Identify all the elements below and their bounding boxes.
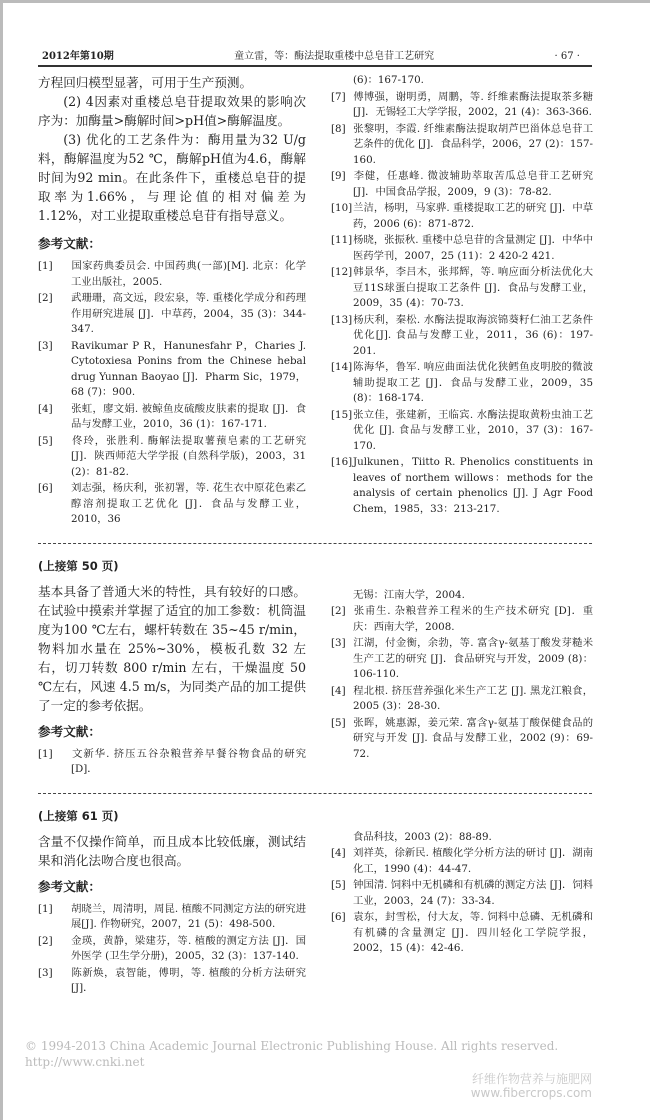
s1-right-column <box>331 73 593 529</box>
reference-item <box>38 402 306 433</box>
watermark <box>25 1072 592 1100</box>
reference-item <box>38 259 306 290</box>
reference-number: [2] <box>331 605 346 617</box>
reference-text: 金瑛，黄静，梁建芬，等. 植酸的测定方法 [J]．国外医学 (卫生学分册)，2005，32 (3)：137-140. <box>71 934 306 962</box>
section-2 <box>38 558 592 779</box>
section-divider <box>38 543 592 544</box>
reference-number: [16] <box>331 456 353 468</box>
reference-text: 陈新焕，袁智能，傅明，等. 植酸的分析方法研究 [J]． <box>71 966 306 994</box>
reference-item <box>331 90 593 121</box>
reference-item <box>331 408 593 455</box>
reference-text: 张晖，姚惠源，姜元荣. 富含γ-氨基丁酸保健食品的研究与开发 [J]. 食品与发酵工业，2002 (9)：69-72. <box>353 716 593 760</box>
reference-number: [5] <box>331 716 346 729</box>
reference-text: 李健，任惠峰. 微波辅助萃取苦瓜总皂苷工艺研究 [J]．中国食品学报，2009，9 (3)：78-82. <box>353 170 593 198</box>
body-paragraph: 方程回归模型显著，可用于生产预测。 <box>38 75 253 90</box>
reference-text: 刘志强，杨庆利，张初署，等. 花生衣中原花色素乙醇溶剂提取工艺优化 [J]．食品与发酵工业，2010，36 <box>71 482 306 525</box>
reference-text: 傅博强，谢明勇，周鹏，等. 纤维素酶法提取茶多糖 [J]．无锡轻工大学学报，2002，21 (4)：363-366. <box>353 90 593 118</box>
reference-number: [10] <box>331 202 353 214</box>
watermark-line: 纤维作物营养与施肥网 <box>471 1071 592 1086</box>
reference-continuation: (6)：167-170. <box>353 74 424 86</box>
continued-from-label: (上接第 50 页) <box>38 558 119 573</box>
section-3 <box>38 808 592 998</box>
reference-item <box>331 716 593 763</box>
reference-number: [1] <box>38 902 53 915</box>
reference-number: [4] <box>331 684 346 697</box>
reference-item <box>38 902 306 933</box>
reference-item <box>38 339 306 401</box>
reference-number: [13] <box>331 313 353 326</box>
reference-item <box>38 291 306 338</box>
body-paragraph: (3) 优化的工艺条件为：酶用量为32 U/g料，酶解温度为52 ℃，酶解pH值为4.6，酶解时间为92 min。在此条件下，重楼总皂苷的提取率为1.66%，与理论值的相对偏差为1.12%，对工业提取重楼总皂苷有指导意义。 <box>38 132 306 223</box>
reference-text: 杨庆利，秦松. 水酶法提取海滨锦葵籽仁油工艺条件优化[J]. 食品与发酵工业，2011，36 (6)：197-201. <box>353 313 593 357</box>
reference-item <box>331 360 593 407</box>
s2-left-column <box>38 558 306 779</box>
reference-text: 国家药典委员会. 中国药典(一部)[M]. 北京：化学工业出版社，2005. <box>71 260 306 288</box>
references-heading: 参考文献： <box>38 236 101 251</box>
reference-text: 刘祥英，徐新民. 植酸化学分析方法的研讨 [J]．湖南化工，1990 (4)：44-47. <box>353 847 593 875</box>
s1-left-column <box>38 73 306 529</box>
reference-item <box>331 636 593 683</box>
reference-item <box>331 169 593 200</box>
reference-text: 佟玲，张胜利. 酶解法提取薯蓣皂素的工艺研究 [J]．陕西师范大学学报 (自然科学版)，2003，31 (2)：81-82. <box>71 434 306 478</box>
body-paragraph: 含量不仅操作简单，而且成本比较低廉，测试结果和消化法吻合度也很高。 <box>38 833 306 868</box>
reference-item <box>331 313 593 360</box>
reference-text: 张虹，廖文娟. 被鲸鱼皮硫酸皮肤素的提取 [J]．食品与发酵工业，2010，36 (1)：167-171. <box>71 402 306 430</box>
reference-number: [3] <box>331 637 346 649</box>
reference-item <box>331 122 593 169</box>
reference-continuation: 无锡：江南大学，2004. <box>353 588 465 601</box>
reference-number: [5] <box>331 879 346 891</box>
reference-text: Ravikumar P R，Hanunesfahr P，Charies J. Cytotoxiesa Ponins from the Chinese hebal drug Yunnan Baoyao [J]．Pharm Sic，1979，68 (7)：900. <box>71 339 306 398</box>
reference-item <box>331 265 593 312</box>
reference-item <box>38 934 306 965</box>
reference-text: 杨晓，张振秋. 重楼中总皂苷的含量测定 [J]．中华中医药学刊，2007，25 (11)：2 420-2 421. <box>353 234 593 262</box>
body-paragraph: (2) 4因素对重楼总皂苷提取效果的影响次序为：加酶量>酶解时间>pH值>酶解温度。 <box>38 94 306 128</box>
section-divider <box>38 793 592 794</box>
reference-text: 张甫生. 杂粮营养工程米的生产技术研究 [D]．重庆：西南大学，2008. <box>353 605 593 633</box>
reference-number: [6] <box>38 482 53 494</box>
reference-number: [12] <box>331 266 353 278</box>
reference-text: 程北根. 挤压营养强化米生产工艺 [J]. 黑龙江粮食，2005 (3)：28-30. <box>353 684 593 712</box>
reference-number: [3] <box>38 339 53 352</box>
reference-text: 袁东，封雪松，付大友，等. 饲料中总磷、无机磷和有机磷的含量测定 [J]．四川轻化工学院学报，2002，15 (4)：42-46. <box>353 911 593 954</box>
issue-label: 2012年第10期 <box>42 51 114 62</box>
reference-number: [2] <box>38 292 53 304</box>
s2-right-column <box>331 558 593 779</box>
reference-text: 武珊珊，高文远，段宏泉，等. 重楼化学成分和药理作用研究进展 [J]．中草药，2004，35 (3)：344-347. <box>71 292 306 335</box>
reference-item <box>38 747 306 778</box>
reference-item <box>331 910 593 957</box>
reference-number: [15] <box>331 408 353 421</box>
reference-item <box>331 455 593 517</box>
reference-continuation: 食品科技，2003 (2)：88-89. <box>353 830 492 843</box>
reference-item <box>331 878 593 909</box>
continued-from-label: (上接第 61 页) <box>38 808 119 823</box>
references-heading: 参考文献： <box>38 878 101 894</box>
reference-text: 韩景华，李吕木，张邦辉，等. 响应面分析法优化大豆11S球蛋白提取工艺条件 [J]．食品与发酵工业，2009，35 (4)：70-73. <box>353 266 593 309</box>
reference-number: [11] <box>331 234 353 246</box>
reference-text: 张黎明，李霞. 纤维素酶法提取胡芦巴甾体总皂苷工艺条件的优化 [J]．食品科学，2006，27 (2)：157-160. <box>353 122 593 166</box>
reference-item <box>38 434 306 481</box>
body-paragraph: 基本具备了普通大米的特性，具有较好的口感。在试验中摸索并掌握了适宜的加工参数：机筒温度为100 ℃左右，螺杆转数在 35~45 r/min，物料加水量在 25%~30%，模板孔数 32 左右，切刀转数 800 r/min 左右，干燥温度 50 ℃左右，风速 4.5 m/s，为同类产品的加工提供了一定的参考依据。 <box>38 583 306 713</box>
running-header <box>38 47 592 67</box>
copyright-footer: © 1994-2013 China Academic Journal Electronic Publishing House. All rights reserved. http://www.cnki.net <box>25 1038 559 1069</box>
reference-item <box>331 233 593 264</box>
page-number: · 67 · <box>554 51 580 62</box>
reference-number: [4] <box>331 847 346 859</box>
reference-number: [1] <box>38 260 53 272</box>
reference-number: [4] <box>38 402 53 415</box>
reference-text: 胡晓兰，周清明，周昆. 植酸不同测定方法的研究进展[J]. 作物研究，2007，21 (5)：498-500. <box>71 902 306 930</box>
reference-text: 张立佳，张建新，王临宾. 水酶法提取黄粉虫油工艺优化 [J]. 食品与发酵工业，2010，37 (3)：167-170. <box>353 408 593 452</box>
section-1 <box>38 73 592 529</box>
reference-text: 文新华. 挤压五谷杂粮营养早餐谷物食品的研究 [D]． <box>71 747 306 775</box>
reference-item <box>331 604 593 635</box>
article-title: 童立雷，等：酶法提取重楼中总皂苷工艺研究 <box>234 51 435 62</box>
reference-number: [1] <box>38 747 53 760</box>
reference-text: 江湖，付金衡，余勃，等. 富含γ-氨基丁酸发芽糙米生产工艺的研究 [J]．食品研究与开发，2009 (8)：106-110. <box>353 637 593 680</box>
reference-item <box>38 481 306 528</box>
reference-number: [9] <box>331 170 346 182</box>
reference-text: 钟国清. 饲料中无机磷和有机磷的测定方法 [J]．饲料工业，2003，24 (7)：33-34. <box>353 879 593 907</box>
reference-number: [3] <box>38 966 53 979</box>
references-heading: 参考文献： <box>38 723 101 739</box>
page-footer <box>25 1038 592 1100</box>
reference-number: [6] <box>331 911 346 923</box>
reference-number: [5] <box>38 434 53 447</box>
reference-number: [8] <box>331 122 346 135</box>
s3-left-column <box>38 808 306 998</box>
reference-text: 兰洁，杨明，马家骅. 重楼提取工艺的研究 [J]．中草药，2006 (6)：871-872. <box>353 202 593 230</box>
reference-item <box>331 846 593 877</box>
reference-number: [2] <box>38 934 53 947</box>
reference-item <box>331 684 593 715</box>
watermark-line: www.fibercrops.com <box>470 1085 592 1100</box>
reference-text: 陈海华，鲁军. 响应曲面法优化狭鳕鱼皮明胶的微波辅助提取工艺 [J]．食品与发酵工业，2009，35 (8)：168-174. <box>353 361 593 404</box>
reference-text: Julkunen，Tiitto R. Phenolics constituents in leaves of northem willows：methods for the analysis of certain phenolics [J]. J Agr Food Chem，1985，33：213-217. <box>353 456 593 515</box>
reference-item <box>331 201 593 232</box>
reference-number: [7] <box>331 90 346 103</box>
reference-item <box>38 966 306 997</box>
s3-right-column <box>331 808 593 998</box>
reference-number: [14] <box>331 361 353 373</box>
